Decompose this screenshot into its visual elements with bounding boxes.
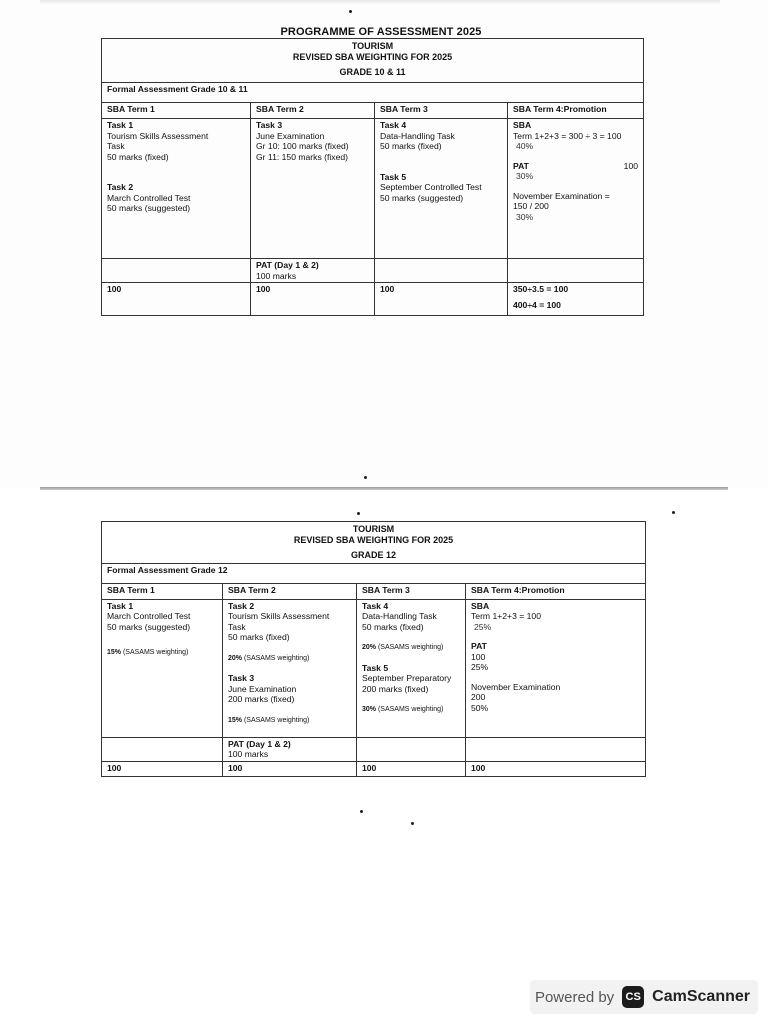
task-title: Task 4	[362, 600, 389, 611]
total-term4: 100	[466, 761, 646, 776]
exam-line: November Examination	[471, 681, 561, 692]
pat-percent: 25%	[471, 662, 489, 672]
weighting-note	[362, 705, 460, 716]
pat-value: 100	[471, 651, 486, 662]
pat-row-empty	[102, 737, 223, 761]
task-line: 50 marks (fixed)	[380, 141, 442, 151]
pat-row-title: PAT (Day 1 & 2)	[256, 260, 319, 270]
pat-row-cell	[251, 259, 375, 283]
sba-percent: 25%	[474, 621, 492, 632]
task-line: Tourism Skills Assessment	[228, 611, 330, 621]
assessment-table-grade-12	[101, 521, 646, 777]
task-line: 200 marks (fixed)	[362, 683, 429, 694]
column-header-term3: SBA Term 3	[375, 103, 508, 119]
total-term3: 100	[375, 283, 508, 316]
term4-cell	[508, 119, 644, 259]
weighting-note	[107, 648, 217, 659]
sba-formula: Term 1+2+3 = 100	[471, 611, 541, 621]
weighting-note	[228, 654, 351, 665]
pat-row-empty	[508, 259, 644, 283]
task-line: Gr 11: 150 marks (fixed)	[256, 151, 349, 162]
exam-line: November Examination =	[513, 190, 610, 201]
task-line: September Controlled Test	[380, 182, 482, 192]
column-header-term2: SBA Term 2	[223, 583, 357, 599]
page-title: PROGRAMME OF ASSESSMENT 2025	[280, 26, 482, 38]
weighting-label: (SASAMS weighting)	[243, 654, 310, 662]
exam-percent: 50%	[471, 702, 489, 713]
task-line: Task	[107, 141, 125, 151]
table-header	[102, 522, 646, 564]
grade-heading: GRADE 12	[351, 550, 397, 560]
table-header	[102, 39, 644, 83]
task-title: Task 1	[107, 600, 134, 611]
pat-row-empty	[102, 259, 251, 283]
task-title: Task 2	[107, 182, 134, 192]
pat-row-empty	[375, 259, 508, 283]
column-header-term2: SBA Term 2	[251, 103, 375, 119]
task-title: Task 3	[256, 120, 283, 130]
formal-assessment-label: Formal Assessment Grade 10 & 11	[102, 83, 644, 103]
scanned-page-1	[0, 0, 768, 488]
pat-row-empty	[357, 737, 466, 761]
pat-title: PAT	[513, 160, 529, 171]
task-title: Task 2	[228, 600, 255, 611]
weighting-percent: 15%	[107, 649, 122, 656]
subtitle-heading: REVISED SBA WEIGHTING FOR 2025	[292, 51, 453, 62]
task-line: 50 marks (fixed)	[362, 621, 424, 632]
weighting-percent: 30%	[362, 706, 377, 713]
task-line: June Examination	[228, 683, 297, 694]
column-header-term4: SBA Term 4:Promotion	[466, 583, 646, 599]
sba-formula: Term 1+2+3 = 300 ÷ 3 = 100	[513, 130, 622, 141]
pat-row-title: PAT (Day 1 & 2)	[228, 738, 291, 749]
term1-cell	[102, 599, 223, 737]
task-title: Task 5	[362, 662, 389, 673]
pat-row-marks: 100 marks	[228, 749, 269, 759]
task-line: 50 marks (suggested)	[107, 621, 191, 632]
column-header-term3: SBA Term 3	[357, 583, 466, 599]
weighting-note	[362, 643, 460, 654]
powered-by-label: Powered by	[534, 988, 615, 1006]
scan-speck	[357, 512, 360, 515]
task-line: Data-Handling Task	[362, 611, 437, 621]
weighting-label: (SASAMS weighting)	[377, 644, 444, 651]
task-line: March Controlled Test	[107, 192, 191, 203]
column-header-term1: SBA Term 1	[102, 103, 251, 119]
task-title: Task 4	[380, 120, 407, 130]
total-formula: 350÷3.5 = 100	[513, 284, 569, 294]
total-term2: 100	[251, 283, 375, 316]
weighting-label: (SASAMS weighting)	[243, 716, 310, 724]
term3-cell	[375, 119, 508, 259]
weighting-label: (SASAMS weighting)	[377, 706, 444, 713]
exam-marks: 150 / 200	[513, 201, 549, 211]
weighting-label: (SASAMS weighting)	[122, 649, 189, 656]
task-title: Task 1	[107, 120, 134, 130]
scan-speck	[349, 10, 352, 13]
total-formula: 400÷4 = 100	[513, 299, 561, 310]
grade-heading: GRADE 10 & 11	[339, 67, 406, 77]
scan-speck	[364, 476, 367, 479]
column-header-term1: SBA Term 1	[102, 583, 223, 599]
subject-heading: TOURISM	[352, 524, 395, 534]
camscanner-watermark	[535, 982, 750, 1012]
total-term1: 100	[102, 761, 223, 776]
term2-cell	[223, 599, 357, 737]
column-header-term4: SBA Term 4:Promotion	[508, 103, 644, 119]
scan-speck	[672, 511, 675, 514]
task-line: 200 marks (fixed)	[228, 694, 295, 704]
scan-speck	[360, 810, 363, 813]
task-line: Data-Handling Task	[380, 130, 455, 141]
sba-title: SBA	[471, 600, 490, 611]
pat-value: 100	[623, 160, 639, 171]
scan-edge	[40, 0, 720, 4]
total-term2: 100	[223, 761, 357, 776]
sba-title: SBA	[513, 120, 532, 130]
formal-assessment-label: Formal Assessment Grade 12	[102, 563, 646, 583]
weighting-note	[228, 716, 351, 727]
task-line: 50 marks (suggested)	[107, 203, 191, 213]
term3-cell	[357, 599, 466, 737]
task-line: June Examination	[256, 130, 325, 141]
camscanner-brand: CamScanner	[652, 988, 750, 1005]
total-term4	[508, 283, 644, 316]
exam-marks: 200	[471, 692, 486, 702]
pat-title: PAT	[471, 641, 487, 651]
term1-cell	[102, 119, 251, 259]
task-line: March Controlled Test	[107, 611, 191, 621]
scan-speck	[411, 822, 414, 825]
subject-heading: TOURISM	[351, 41, 394, 51]
assessment-table-grade-10-11	[101, 38, 644, 316]
exam-percent: 30%	[516, 211, 534, 222]
task-line: 50 marks (fixed)	[228, 632, 290, 642]
term2-cell	[251, 119, 375, 259]
subtitle-heading: REVISED SBA WEIGHTING FOR 2025	[293, 534, 454, 545]
weighting-percent: 20%	[362, 644, 377, 651]
task-line: September Preparatory	[362, 673, 452, 683]
weighting-percent: 20%	[228, 654, 243, 662]
camscanner-logo-icon: CS	[622, 986, 644, 1008]
total-term3: 100	[357, 761, 466, 776]
term4-cell	[466, 599, 646, 737]
task-title: Task 3	[228, 673, 255, 683]
total-term1: 100	[102, 283, 251, 316]
pat-row-cell	[223, 737, 357, 761]
pat-percent: 30%	[516, 171, 534, 181]
task-line: 50 marks (fixed)	[107, 151, 169, 162]
task-line: 50 marks (suggested)	[380, 192, 464, 203]
task-line: Task	[228, 621, 246, 632]
sba-percent: 40%	[516, 141, 534, 151]
pat-row-marks: 100 marks	[256, 270, 297, 281]
task-line: Gr 10: 100 marks (fixed)	[256, 141, 349, 151]
weighting-percent: 15%	[228, 716, 243, 724]
task-line: Tourism Skills Assessment	[107, 130, 209, 141]
pat-row-empty	[466, 737, 646, 761]
task-title: Task 5	[380, 171, 407, 182]
